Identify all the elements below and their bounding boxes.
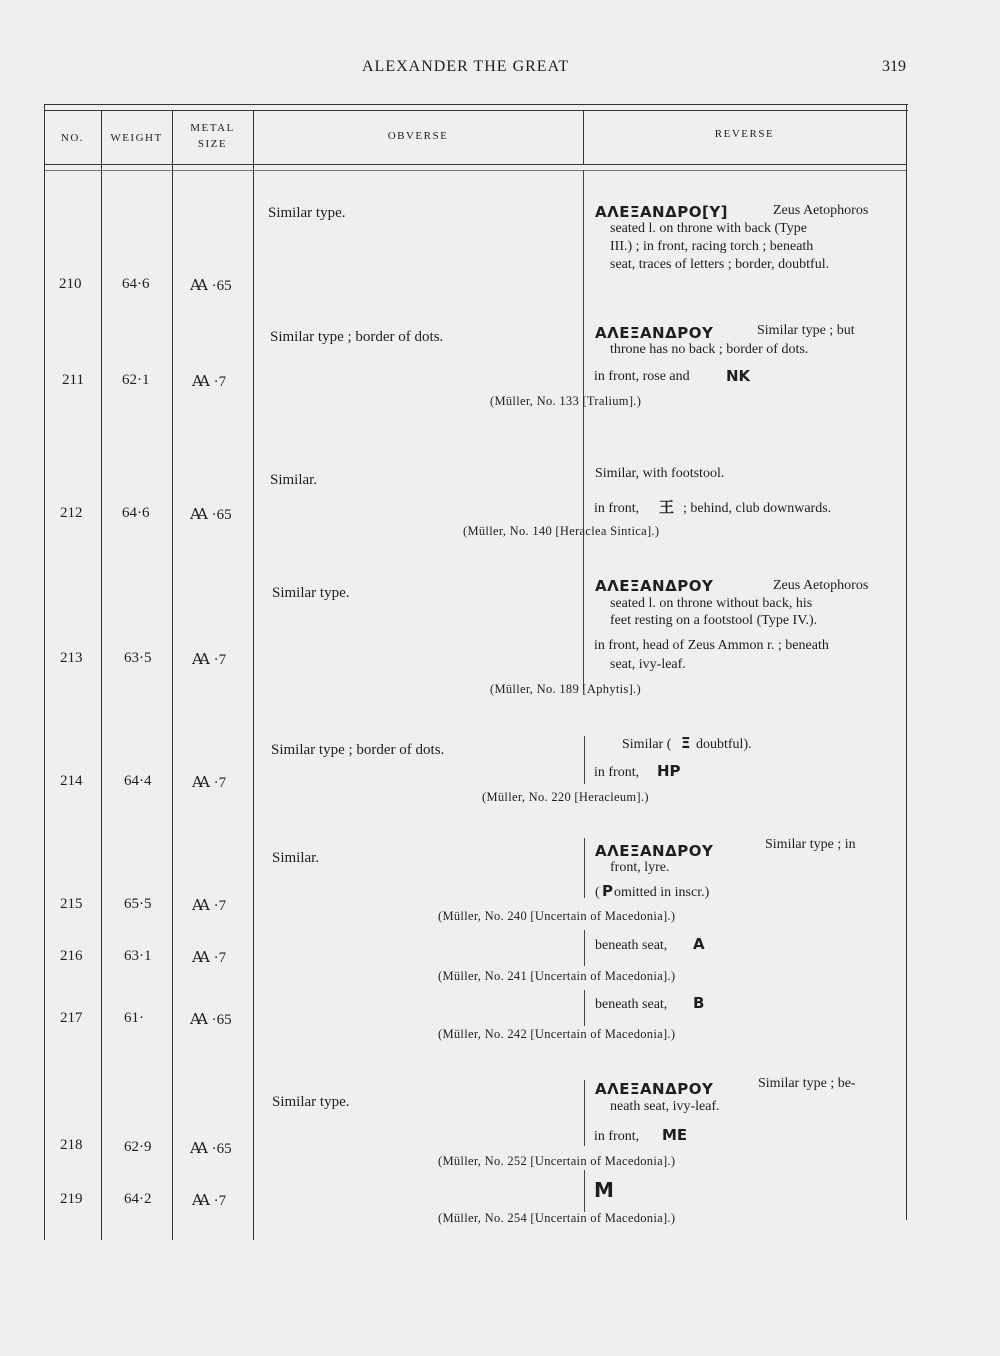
reverse-text: beneath seat, xyxy=(595,997,668,1012)
row-weight: 63·5 xyxy=(124,650,152,666)
row-number: 210 xyxy=(59,276,82,292)
header-obverse: OBVERSE xyxy=(387,130,449,142)
reverse-legend: ΑΛΕΞΑΝΔΡΟ[Υ] xyxy=(595,203,729,221)
row-number: 213 xyxy=(60,650,83,666)
reference-citation: (Müller, No. 140 [Heraclea Sintica].) xyxy=(463,524,660,538)
reference-citation: (Müller, No. 133 [Tralium].) xyxy=(490,394,642,408)
reverse-text: seat, ivy-leaf. xyxy=(610,657,686,672)
reverse-text: doubtful). xyxy=(696,737,752,752)
reverse-text: feet resting on a footstool (Type IV.). xyxy=(610,613,818,628)
obverse-text: Similar. xyxy=(272,850,320,866)
gutter-rule-3 xyxy=(584,838,585,898)
reverse-text: in front, head of Zeus Ammon r. ; beneath xyxy=(594,638,829,653)
col-rule-metal xyxy=(253,110,254,1240)
gutter-rule-7 xyxy=(584,1170,585,1212)
obverse-text: Similar. xyxy=(270,472,318,488)
row-weight: 63·1 xyxy=(124,948,152,964)
reverse-text: omitted in inscr.) xyxy=(614,885,710,900)
gutter-rule-2 xyxy=(584,736,585,784)
obverse-text: Similar type ; border of dots. xyxy=(271,742,445,758)
row-number: 214 xyxy=(60,773,83,789)
col-rule-right xyxy=(906,104,907,1220)
reference-citation: (Müller, No. 254 [Uncertain of Macedonia].) xyxy=(438,1211,676,1225)
running-head: ALEXANDER THE GREAT xyxy=(362,58,570,75)
reverse-text: beneath seat, xyxy=(595,938,668,953)
header-reverse: REVERSE xyxy=(714,128,775,140)
reverse-legend: ΑΛΕΞΑΝΔΡΟΥ xyxy=(595,842,714,860)
reverse-text: seated l. on throne with back (Type xyxy=(610,221,807,236)
header-weight: WEIGHT xyxy=(110,132,163,144)
reference-citation: (Müller, No. 241 [Uncertain of Macedonia].) xyxy=(438,969,676,983)
reference-citation: (Müller, No. 242 [Uncertain of Macedonia].) xyxy=(438,1027,676,1041)
monogram-mark: 王 xyxy=(659,498,675,516)
gutter-rule-4 xyxy=(584,930,585,966)
row-number: 218 xyxy=(60,1137,83,1153)
reverse-text: neath seat, ivy-leaf. xyxy=(610,1099,720,1114)
row-number: 219 xyxy=(60,1191,83,1207)
row-weight: 64·6 xyxy=(122,505,150,521)
monogram-mark: P xyxy=(602,882,613,900)
row-number: 216 xyxy=(60,948,83,964)
monogram-mark: ME xyxy=(662,1126,688,1144)
reverse-text: throne has no back ; border of dots. xyxy=(610,342,809,357)
row-number: 211 xyxy=(62,372,84,388)
row-weight: 62·1 xyxy=(122,372,150,388)
reverse-text: ( xyxy=(595,885,600,900)
header-no: NO. xyxy=(60,132,85,144)
reverse-text: ; behind, club downwards. xyxy=(683,501,832,516)
header-bottom-rule-inner xyxy=(44,170,906,171)
col-rule-weight xyxy=(172,110,173,1240)
monogram-mark: Μ xyxy=(594,1178,614,1202)
header-bottom-rule xyxy=(44,164,906,165)
row-metal: Ꜳ ·7 xyxy=(192,652,227,668)
row-number: 217 xyxy=(60,1010,83,1026)
table-top-rule-inner xyxy=(44,110,908,111)
col-rule-no xyxy=(101,110,102,1240)
obverse-text: Similar type ; border of dots. xyxy=(270,329,444,345)
reverse-legend: ΑΛΕΞΑΝΔΡΟΥ xyxy=(595,577,714,595)
table-top-rule xyxy=(44,104,908,105)
obverse-text: Similar type. xyxy=(272,585,350,601)
reverse-legend: ΑΛΕΞΑΝΔΡΟΥ xyxy=(595,324,714,342)
reverse-text: in front, xyxy=(594,1129,640,1144)
header-metal: METAL xyxy=(190,122,235,134)
row-metal: Ꜳ ·7 xyxy=(192,775,227,791)
reverse-legend: ΑΛΕΞΑΝΔΡΟΥ xyxy=(595,1080,714,1098)
reverse-text: front, lyre. xyxy=(610,860,670,875)
reverse-text: in front, rose and xyxy=(594,369,690,384)
row-metal: Ꜳ ·7 xyxy=(192,374,227,390)
row-weight: 65·5 xyxy=(124,896,152,912)
obverse-text: Similar type. xyxy=(268,205,346,221)
reverse-text: Similar type ; but xyxy=(757,323,855,338)
gutter-rule-6 xyxy=(584,1080,585,1146)
reference-citation: (Müller, No. 220 [Heracleum].) xyxy=(482,790,649,804)
row-metal: Ꜳ ·65 xyxy=(190,507,232,523)
reference-citation: (Müller, No. 189 [Aphytis].) xyxy=(490,682,641,696)
monogram-mark: B xyxy=(693,994,705,1012)
row-weight: 64·2 xyxy=(124,1191,152,1207)
row-metal: Ꜳ ·65 xyxy=(190,1141,232,1157)
reverse-text: III.) ; in front, racing torch ; beneath xyxy=(610,239,814,254)
reverse-text: seated l. on throne without back, his xyxy=(610,596,813,611)
reverse-text: in front, xyxy=(594,765,640,780)
gutter-rule-1 xyxy=(583,170,584,690)
gutter-rule-5 xyxy=(584,990,585,1026)
monogram-mark: NK xyxy=(726,367,751,385)
reference-citation: (Müller, No. 240 [Uncertain of Macedonia].) xyxy=(438,909,676,923)
reverse-text: Similar, with footstool. xyxy=(595,466,725,481)
reverse-text: in front, xyxy=(594,501,640,516)
row-metal: Ꜳ ·65 xyxy=(190,278,232,294)
row-weight: 62·9 xyxy=(124,1139,152,1155)
reverse-text: seat, traces of letters ; border, doubtful. xyxy=(610,257,830,272)
header-size: SIZE xyxy=(197,138,228,150)
row-metal: Ꜳ ·7 xyxy=(192,950,227,966)
monogram-mark: HP xyxy=(657,762,681,780)
monogram-mark: Ξ xyxy=(681,734,691,752)
row-weight: 61· xyxy=(124,1010,144,1026)
reverse-text: Similar ( xyxy=(622,737,672,752)
reverse-text: Similar type ; in xyxy=(765,837,856,852)
row-metal: Ꜳ ·65 xyxy=(190,1012,232,1028)
reverse-text: Zeus Aetophoros xyxy=(773,578,869,593)
reference-citation: (Müller, No. 252 [Uncertain of Macedonia].) xyxy=(438,1154,676,1168)
row-weight: 64·6 xyxy=(122,276,150,292)
reverse-text: Similar type ; be- xyxy=(758,1076,856,1091)
page-number: 319 xyxy=(882,58,906,75)
obverse-text: Similar type. xyxy=(272,1094,350,1110)
row-metal: Ꜳ ·7 xyxy=(192,898,227,914)
row-weight: 64·4 xyxy=(124,773,152,789)
monogram-mark: A xyxy=(693,935,705,953)
row-number: 212 xyxy=(60,505,83,521)
row-number: 215 xyxy=(60,896,83,912)
col-rule-left xyxy=(44,104,45,1240)
row-metal: Ꜳ ·7 xyxy=(192,1193,227,1209)
reverse-text: Zeus Aetophoros xyxy=(773,203,869,218)
